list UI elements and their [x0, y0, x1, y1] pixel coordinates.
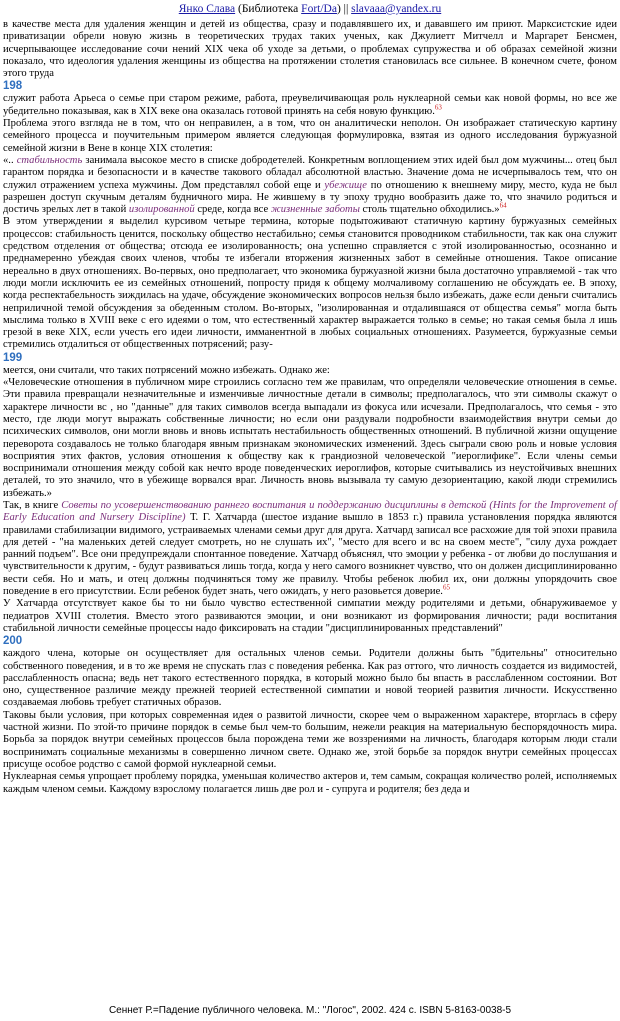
footnote-65-link[interactable]: 65: [442, 583, 450, 592]
page-number-200: 200: [3, 635, 23, 648]
quote-1-part-d: среде, когда все: [194, 204, 271, 216]
paragraph-10: Нуклеарная семья упрощает проблему порядка, уменьшая количество актеров и, тем самым, сокращая количество ролей, исполняемых каждым членом семьи. Каждому взрослому полагается лишь две рол и - супруга и родителя; без деда и: [3, 771, 617, 795]
document-body: [3, 19, 617, 796]
quote-1-part-b: занимала высокое место в списке добродетелей. Конкретным воплощением этих идей был дом мужчины... отец был гарантом порядка и безопасности и в качестве такового обладал абсолютной властью. Значение дома не исчерпывалось тем, что он служил отражением успеха мужчины. Дом представлял собой еще и: [3, 154, 617, 191]
page-footer-citation: Сеннет Р.=Падение публичного человека. М.: "Логос", 2002. 424 с. ISBN 5-8163-0038-5: [108, 1005, 512, 1016]
library-label-open: (Библиотека: [235, 3, 302, 15]
paragraph-9: Таковы были условия, при которых современная идея о развитой личности, скорее чем о выраженном характере, вторглась в сферу частной жизни. По этой-то причине порядок в семье был чем-то большим, нежели реакция на материальную беспорядочность мира. Борьба за порядок внутри семейных процессов была порождена теми же воззрениями на личность, благодаря которым люди стали воспринимать социальные механизмы в совершенно личном свете. Однако же, этой борьбе за порядок внутри семейных процессах присуще особое родство с самой формой нуклеарной семьи.: [3, 709, 617, 770]
paragraph-8: каждого члена, которые он осуществляет для остальных членов семьи. Родители должны быть "бдительны" относительно собственного поведения, и в то же время не спускать глаз с поведения ребенка. Как раз оттого, что личность создается из видимостей, расслабленность опасна; ведь нет такого естественного порядка, в который можно было бы впасть в расслабленном состоянии. Вот оно, существенное различие между прежней теорией естественной симпатии и новой теорией развития личности. Искусственно создаваемая любовь требует статичных образов.: [3, 648, 617, 709]
library-label-close: ) ||: [336, 3, 352, 15]
paragraph-2: [3, 93, 617, 118]
email-link[interactable]: slavaaa@yandex.ru: [351, 3, 442, 15]
footnote-63-link[interactable]: 63: [434, 103, 442, 112]
page-header: [3, 2, 617, 19]
book-title-hints: Советы по усовершенствованию раннего воспитания и поддержанию дисциплины в детской (Hints for the Improvement of Early Education and Nursery Discipline): [3, 499, 618, 524]
paragraph-6-part-b: Т. Г. Хатчарда (шестое издание вышло в 1853 г.) правила установления порядка являются правилами стабилизации видимого, устраиваемых членами семьи друг для друга. Хатчард записал все расхожие для той эпохи правила для детей - "на маленьких детей следует смотреть, но не слушать их", "место для всего и вс на своем месте", "силу духа рождает ранний подъем". Все они предупреждали спонтанное поведение. Хатчард объяснял, что эмоции у ребенка - от любви до послушания и чувствительности к другим, - будут развиваться лишь тогда, когда у него самого возникнет чувство, что он должен дисциплинированно вести себя. Но и мать, и отец должны подчиняться тому же правилу. Чтобы ребенок любил их, они должны упорядочить свое поведение в его присутствии. Если ребенок будет знать, чего ожидать, у него разовьется доверие.: [3, 512, 617, 598]
paragraph-3: Проблема этого взгляда не в том, что он неправилен, а в том, что он аналитически неполон. Он изображает статическую картину семейного процесса и поучительным примером является следующая формулировка, взятая из одного исследования буржуазной семейной жизни в Вене в конце XIX столетия:: [3, 118, 617, 154]
paragraph-1: в качестве места для удаления женщин и детей из общества, сразу и подавлявшего их, и дававшего им приют. Марксистские идеи приватизации обрели новую жизнь в теоретических трудах таких ученых, как Джулиетт Митчелл и Маргарет Бенсмен, исчерпывающее исследование сочи нений XIX чека об уходе за детьми, о проблемах супружества и об образах семейной жизни показало, что идеология удаления женщины из общества на протяжении столетия становилась все сильнее. В конечном счете, фоном этого труда: [3, 19, 617, 80]
page-number-199: 199: [3, 351, 23, 364]
quote-1-part-c: по отношению к внешнему миру, место, куда не был разрешен доступ скучным деталям будничного мира. Не жившему в ту эпоху трудно вообразить даже то, что значило родиться и достичь зрелых лет в такой: [3, 179, 617, 216]
quote-1: [3, 155, 617, 216]
paragraph-2-text: служит работа Арьеса о семье при старом режиме, работа, преувеличивающая роль нуклеарной семьи как новой формы, но все же убедительно показывая, как в XIX веке она оказалась готовой принять на себя новую функцию.: [3, 93, 617, 117]
paragraph-6-part-a: Так, в книге: [3, 499, 62, 511]
italic-term-isolated: изолированной: [128, 204, 195, 216]
footnote-64-link[interactable]: 64: [499, 201, 507, 210]
quote-2: «Человеческие отношения в публичном мире строились согласно тем же правилам, что определяли человеческие отношения в семье. Эти правила превращали незначительные и изменчивые личностные детали в символы; предполагалось, что эти символы скажут о характере личности вс , но "данные" для таких символов всегда выпадали из фокуса или исчезали. Предполагалось, что семья - это место, где люди могут выражать собственные личности; но если они раздували подробности взаимодействия внутри семьи до психических символов, они могли вновь и вновь испытать нестабильность общественных отношений. В публичной жизни ощущение переворота создавалось не только благодаря явным признакам экономических изменений. Здесь сыграли свою роль и новые условия восприятия этих фактов, условия отношения к обществу как к грандиозной человеческой "иероглифике". Если члены семьи воспринимали отношения между собой как нечто вроде поведенческих иероглифов, которые считывались из неустойчивых внешних деталей, то это значило, что в убежище ворвался враг. Личность вновь вызывала ту самую дезориентацию, какой люди стремились избежать.»: [3, 377, 617, 499]
quote-1-part-e: столь тщательно обходились.»: [359, 204, 500, 216]
italic-term-stability: стабильность: [16, 154, 83, 166]
paragraph-5: меется, они считали, что таких потрясений можно избежать. Однако же:: [3, 364, 330, 376]
fortda-link[interactable]: Fort/Da: [301, 3, 337, 15]
paragraph-6: [3, 500, 617, 598]
author-link[interactable]: Янко Слава: [178, 3, 236, 15]
quote-1-part-a: «..: [3, 154, 17, 166]
italic-term-life-cares: жизненные заботы: [270, 204, 360, 216]
italic-term-refuge: убежище: [324, 179, 367, 191]
paragraph-4: В этом утверждении я выделил курсивом четыре термина, которые подытоживают статичную картину буржуазных семейных процессов: стабильность ценится, поскольку общество нестабильно; семья становится проводником стабильности, так как она служит средством отделения от общества; отсюда ее изолированность; она успешно справляется с этой изолированностью, осознанно и преднамеренно убеждая своих членов, чтобы те избегали вторжения жизненных забот в семейные отношения. Такое описание нереально в двух отношениях. Во-первых, оно предполагает, что экономика буржуазной жизни была достаточно управляемой - так что люди могли исключить ее из семейных отношений, попросту придя к общему молчаливому соглашению не обсуждать ее. В эпоху, когда респектабельность зиждилась на удаче, обсуждение экономических вопросов нельзя было избежать, даже если деньги считались неприличной темой обсуждения за обеденным столом. Во-вторых, "изолированная и отдалившаяся от общества семья" могла быть мыслима только в XVIII веке с его идеями о том, что естественный характер выражается только в семье; но такая семья была л ишь грезой в веке XIX, если учесть его идеи личности, имманентной в любых социальных отношениях. Разумеется, буржуазные семьи стремились отдалиться от общественных потрясений; разу-: [3, 216, 617, 351]
paragraph-7: У Хатчарда отсутствует какое бы то ни было чувство естественной симпатии между родителями и детьми, обнаруживаемое у педиатров XVIII столетия. Вместо этого развиваются эмоции, и они возникают из формирования личности; ради воспитания стабильной личности семейные процессы надо фиксировать на стадии "дисциплинированных представлений": [3, 598, 617, 634]
page-number-198: 198: [3, 80, 23, 93]
